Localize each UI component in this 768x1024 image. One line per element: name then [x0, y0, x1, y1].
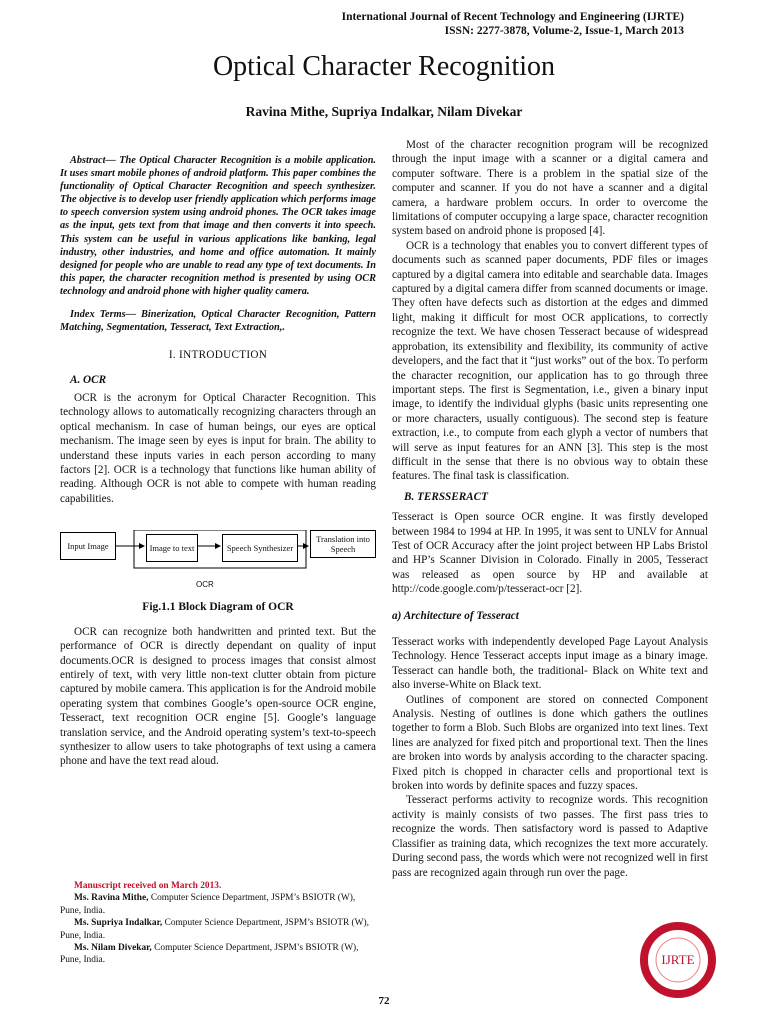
box-input-image: Input Image: [60, 532, 116, 560]
author-affiliation-3: [60, 942, 376, 967]
box-image-to-text: Image to text: [146, 534, 198, 562]
box-translation: Translation into Speech: [310, 530, 376, 558]
page-number: 72: [378, 995, 390, 1007]
index-terms: Index Terms— Binerization, Optical Character Recognition, Pattern Matching, Segmentation, Tesseract, Text Extraction,.: [60, 309, 376, 334]
author-affiliation-2: [60, 917, 376, 942]
author-affiliation-1: [60, 892, 376, 917]
paragraph-ocr-1: OCR is the acronym for Optical Character Recognition. This technology allows to automatically recognizing characters through an optical mechanism. In case of human beings, our eyes are optical mechanism. The image seen by eyes is input for brain. The ability to understand these inputs varies in each person according to many factors [2]. OCR is a technology that functions like human ability of reading. Although OCR is not able to compete with human reading capabilities.: [60, 392, 376, 505]
paper-authors: Ravina Mithe, Supriya Indalkar, Nilam Divekar: [245, 104, 523, 119]
author-dept-3: Computer Science Department, JSPM’s BSIOTR (W), Pune, India.: [60, 943, 359, 966]
author-dept-2: Computer Science Department, JSPM’s BSIOTR (W), Pune, India.: [60, 918, 369, 941]
paragraph-ocr-2: OCR can recognize both handwritten and printed text. But the performance of OCR is directly dependant on quality of input documents.OCR is designed to process images that consist almost entirely of text, with very little non-text clutter obtain from picture captured by mobile camera. This application is for the Android mobile operating system that combines Google’s open-source OCR engine, Tesseract, text recognition OCR engine [5]. Google’s language translation service, and the Android operating system’s text-to-speech synthesizer to allow users to take photographs of text using a camera phone and have the text read aloud.: [60, 625, 376, 768]
author-name-1: Ms. Ravina Mithe,: [74, 893, 149, 904]
paragraph-right-1: Most of the character recognition program will be recognized through the input image with a scanner or a digital camera and computer software. There is a problem in the spatial size of the computer and scanner. If you do not have a scanner and a digital camera, a hardware problem occurs. In order to overcome the limitations of computer occupying a large space, character recognition system based on android phone is proposed [4].: [392, 139, 708, 238]
paper-title: Optical Character Recognition: [212, 51, 556, 82]
manuscript-received: Manuscript received on March 2013.: [74, 881, 222, 891]
manuscript-info: [60, 880, 376, 967]
paragraph-right-5: Outlines of component are stored on connected Component Analysis. Nesting of outlines is done which gathers the outlines together to form a Blob. Such Blobs are organized into text lines. Text lines are analyzed for fixed pitch and proportional text. Then the lines are broken into words by analysis according to the character spacing. Fixed pitch is chopped in character cells and proportional text is broken into words by definite spaces and fuzzy spaces.: [392, 693, 708, 793]
right-column: [392, 138, 708, 880]
paragraph-right-4: Tesseract works with independently developed Page Layout Analysis Technology. Hence Tesseract accepts input image as a binary image. Tesseract can handle both, the traditional- Black on White text and also inverse-White on Black text.: [392, 636, 708, 692]
journal-header: [342, 10, 684, 38]
ocr-label: OCR: [196, 580, 214, 590]
paragraph-right-3: Tesseract is Open source OCR engine. It was firstly developed between 1984 to 1994 at HP. In 1995, it was sent to UNLV for Annual Test of OCR Accuracy after the joint project between HP Labs Bristol and HP’s Scanner Division in Colorado. Finally in 2005, Tesseract was released as open source by HP and available at http://code.google.com/p/tesseract-ocr [2].: [392, 511, 708, 596]
logo-text: IJRTE: [661, 952, 695, 967]
paragraph-right-2: OCR is a technology that enables you to convert different types of documents such as scanned paper documents, PDF files or images captured by a digital camera into editable and searchable data. Images captured by a digital camera differ from scanned documents or image. They often have defects such as distortion at the edges and dimmed light, making it difficult for most OCR applications, to correctly recognize the text. We have chosen Tesseract because of widespread approbation, its extensibility and flexibility, its community of active developers, and the fact that it “just works” out of the box. To perform the character recognition, our application has to go through three important steps. The first is Segmentation, i.e., given a binary input image, to identify the individual glyphs (basic units representing one or more characters, usually contiguous). The second step is feature extraction, i.e., to compute from each glyph a vector of numbers that will serve as input features for an ANN [3]. This step is the most difficult in the sense that there is no obvious way to obtain these features. The final task is classification.: [392, 239, 708, 483]
box-speech-synthesizer: Speech Synthesizer: [222, 534, 298, 562]
section-heading-introduction: I. INTRODUCTION: [168, 349, 268, 362]
author-dept-1: Computer Science Department, JSPM’s BSIOTR (W), Pune, India.: [60, 893, 356, 916]
subsection-heading-ocr: A. OCR: [70, 373, 107, 386]
author-name-2: Ms. Supriya Indalkar,: [74, 918, 163, 929]
ijrte-logo: [640, 922, 716, 998]
subsection-heading-tesseract: B. TERSSERACT: [404, 490, 488, 503]
paragraph-right-6: Tesseract performs activity to recognize words. This recognition activity is mainly consists of two passes. The first pass tries to recognize the words. Then satisfactory word is passed to Adaptive Classifier as training data, which recognizes the text more accurately. During second pass, the words which were not recognized well in first pass are recognized again through run over the page.: [392, 794, 708, 879]
subsection-heading-architecture: a) Architecture of Tesseract: [392, 609, 519, 622]
journal-issn: ISSN: 2277-3878, Volume-2, Issue-1, March 2013: [444, 25, 684, 37]
author-name-3: Ms. Nilam Divekar,: [74, 943, 152, 954]
left-column: [60, 154, 376, 769]
block-diagram: [60, 530, 376, 594]
figure-caption: Fig.1.1 Block Diagram of OCR: [142, 601, 294, 614]
abstract: Abstract— The Optical Character Recognition is a mobile application. It uses smart mobile phones of android platform. This paper combines the functionality of Optical Character Recognition and speech synthesizer. The objective is to develop user friendly application which performs image to speech conversion system using android phones. The OCR takes image as the input, gets text from that image and then converts it into speech. This system can be useful in various applications like banking, legal industry, other industries, and home and office automation. It mainly designed for people who are unable to read any type of text documents. In this paper, the character recognition method is presented by using OCR technology and android phone with higher quality camera.: [60, 155, 376, 297]
journal-name: International Journal of Recent Technology and Engineering (IJRTE): [341, 11, 684, 23]
